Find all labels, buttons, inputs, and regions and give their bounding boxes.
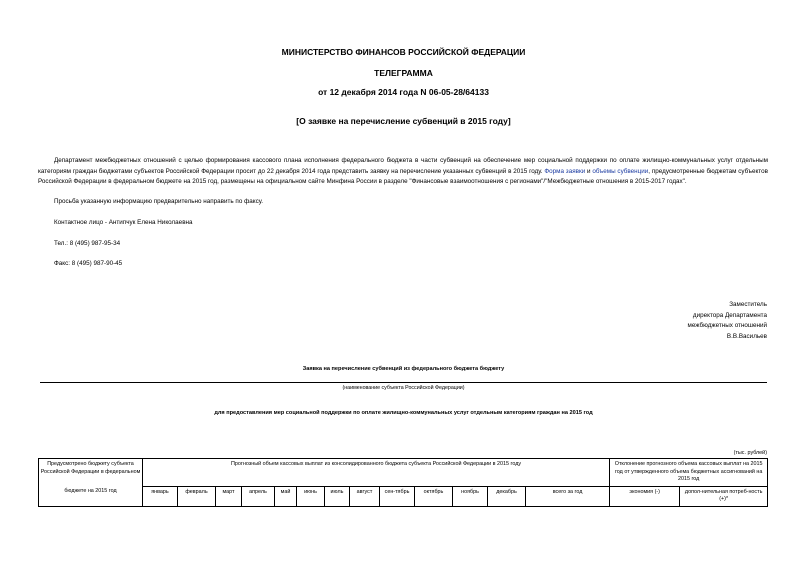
phone: Тел.: 8 (495) 987-95-34 (54, 240, 121, 247)
month-header: июнь (297, 486, 325, 506)
subject-caption: (наименование субъекта Российской Федерации) (342, 385, 465, 391)
additional-need-header: допол-нительная потреб-ность (+)* (680, 486, 768, 506)
request-table (38, 458, 768, 507)
col-planned-header: Предусмотрено бюджету субъекта Российской Федерации в федеральном (39, 459, 143, 487)
month-header: ноябрь (453, 486, 488, 506)
fax: Факс: 8 (495) 987-90-45 (54, 260, 123, 267)
signature-block (688, 300, 768, 342)
subject-fill-line (40, 382, 767, 383)
month-header: октябрь (415, 486, 453, 506)
fax-request: Просьба указанную информацию предварительно направить по факсу. (54, 198, 264, 205)
form-purpose: для предоставления мер социальной поддержки по оплате жилищно-коммунальных услуг отдельным категориям граждан на 2015 год (214, 410, 593, 416)
month-header: май (275, 486, 297, 506)
deviation-group-header: Отклонение прогнозного объема кассовых выплат на 2015 год от утвержденного объема бюджетных ассигнований на 2015 год (610, 459, 768, 487)
paragraph-text-2: , предусмотренные бюджетам субъектов Российской Федерации в федеральном бюджете на 2015 год, размещены на официальном сайте Минфина России в разделе "Финансовые взаимоотношения с регионами"/"Межбюджетные отношения в 2015-2017 годах". (38, 167, 768, 185)
month-header: август (350, 486, 380, 506)
paragraph-and: и (585, 167, 593, 175)
document-type: ТЕЛЕГРАММА (374, 68, 433, 78)
main-paragraph (38, 156, 768, 188)
month-header: декабрь (488, 486, 526, 506)
document-date-number: от 12 декабря 2014 года N 06-05-28/64133 (318, 87, 489, 97)
contact-person: Контактное лицо - Антипчук Елена Николаевна (54, 219, 193, 226)
signature-line-1: Заместитель (729, 301, 767, 308)
month-header: февраль (178, 486, 216, 506)
document-subject: [О заявке на перечисление субвенций в 2015 году] (296, 116, 511, 126)
ministry-title: МИНИСТЕРСТВО ФИНАНСОВ РОССИЙСКОЙ ФЕДЕРАЦИИ (281, 47, 526, 57)
savings-header: экономия (-) (610, 486, 680, 506)
signature-name: В.В.Васильев (726, 332, 767, 340)
paragraph-text-1: Департамент межбюджетных отношений с целью формирования кассового плана исполнения федерального бюджета в части субвенций на обеспечение мер социальной поддержки по оплате жилищно-коммунальных услуг отдельным категориям граждан бюджетами субъектов Российской Федерации просит до 22 декабря 2014 года представить заявку на перечисление указанных субвенций в 2015 году. (38, 157, 768, 175)
month-header: июль (325, 486, 350, 506)
signature-line-2: директора Департамента (692, 311, 767, 319)
month-header: январь (143, 486, 178, 506)
units-label: (тыс. рублей) (733, 450, 767, 456)
form-title: Заявка на перечисление субвенций из федерального бюджета бюджету (302, 366, 505, 372)
forecast-group-header: Прогнозный объем кассовых выплат из консолидированного бюджета субъекта Российской Федерации в 2015 году (143, 459, 610, 487)
total-header: всего за год (526, 486, 610, 506)
form-link[interactable]: Форма заявки (544, 167, 586, 175)
month-header: сен-тябрь (380, 486, 415, 506)
month-header: апрель (242, 486, 275, 506)
col-planned-header-2: бюджете на 2015 год (39, 486, 143, 506)
month-header: март (216, 486, 242, 506)
subvention-volume-link[interactable]: объемы субвенции (592, 167, 649, 175)
signature-line-3: межбюджетных отношений (687, 322, 767, 329)
